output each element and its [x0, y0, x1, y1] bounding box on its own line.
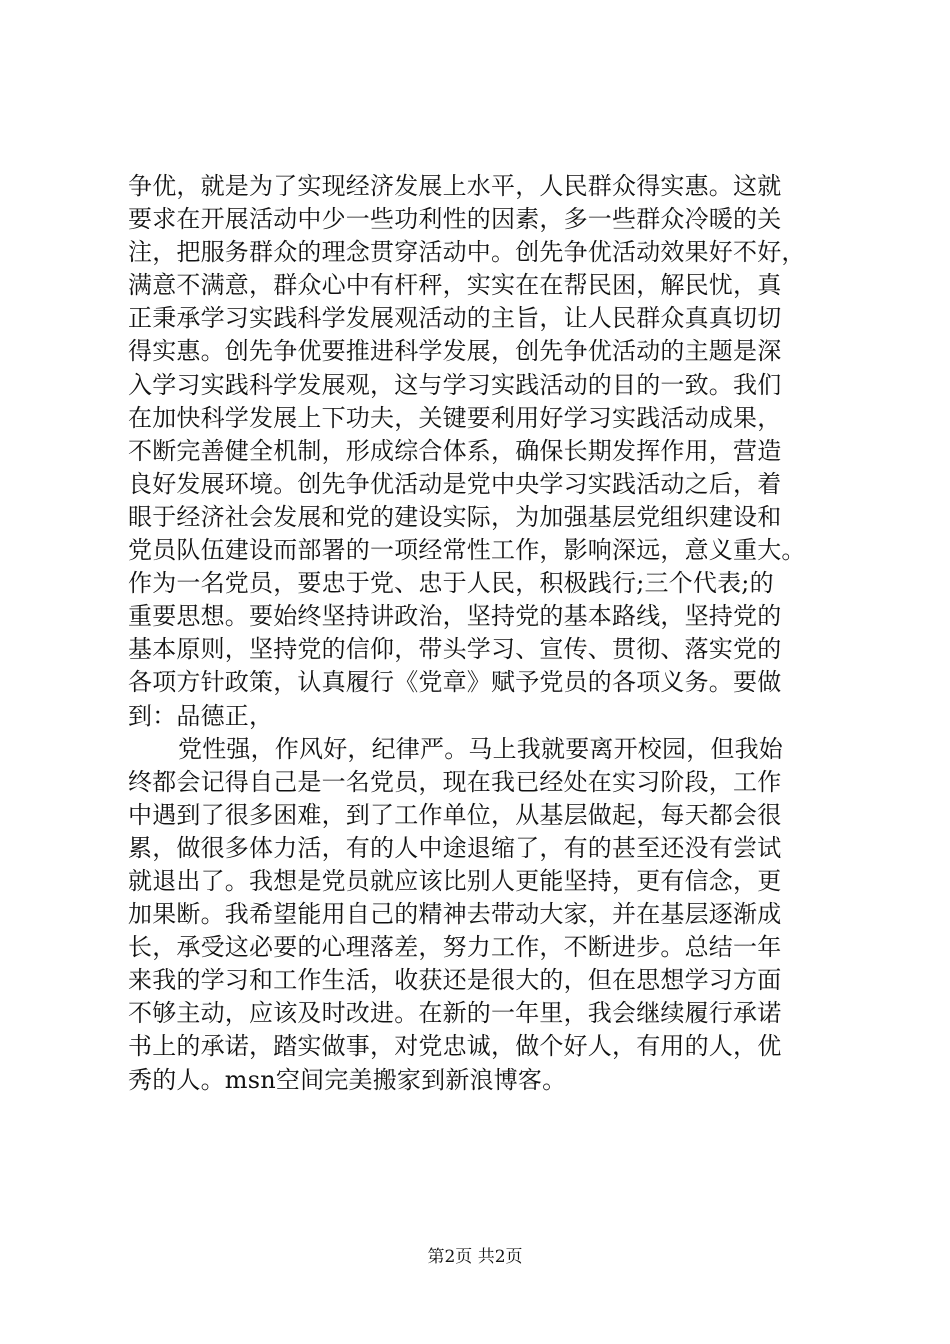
- text-line: 党员队伍建设而部署的一项经常性工作，影响深远，意义重大。: [128, 536, 806, 565]
- text-line: 作为一名党员，要忠于党、忠于人民，积极践行;三个代表;的: [128, 569, 774, 598]
- text-line: 书上的承诺，踏实做事，对党忠诚，做个好人，有用的人，优: [128, 1032, 782, 1061]
- paragraph-start-line: 党性强，作风好，纪律严。马上我就要离开校园，但我始: [178, 734, 783, 763]
- body-text: [128, 170, 828, 1097]
- text-line: 注，把服务群众的理念贯穿活动中。创先争优活动效果好不好，: [128, 238, 806, 267]
- text-line: 中遇到了很多困难，到了工作单位，从基层做起，每天都会很: [128, 800, 782, 829]
- page-number-label: 第2页 共2页: [427, 1247, 523, 1267]
- text-line: 秀的人。msn空间完美搬家到新浪博客。: [128, 1065, 567, 1094]
- text-line: 不够主动，应该及时改进。在新的一年里，我会继续履行承诺: [128, 999, 782, 1028]
- text-line: 重要思想。要始终坚持讲政治，坚持党的基本路线，坚持党的: [128, 602, 782, 631]
- text-line: 终都会记得自己是一名党员，现在我已经处在实习阶段，工作: [128, 767, 782, 796]
- text-line: 就退出了。我想是党员就应该比别人更能坚持，更有信念，更: [128, 866, 782, 895]
- text-line: 长，承受这必要的心理落差，努力工作，不断进步。总结一年: [128, 933, 782, 962]
- text-line: 来我的学习和工作生活，收获还是很大的，但在思想学习方面: [128, 966, 782, 995]
- text-line: 要求在开展活动中少一些功利性的因素，多一些群众冷暖的关: [128, 205, 782, 234]
- text-line: 满意不满意，群众心中有杆秤，实实在在帮民困，解民忧，真: [128, 271, 782, 300]
- page-footer: [0, 1246, 950, 1268]
- text-line: 累，做很多体力活，有的人中途退缩了，有的甚至还没有尝试: [128, 833, 782, 862]
- text-line: 正秉承学习实践科学发展观活动的主旨，让人民群众真真切切: [128, 304, 782, 333]
- text-line: 良好发展环境。创先争优活动是党中央学习实践活动之后，着: [128, 469, 782, 498]
- text-line: 入学习实践科学发展观，这与学习实践活动的目的一致。我们: [128, 370, 782, 399]
- text-line: 在加快科学发展上下功夫，关键要利用好学习实践活动成果，: [128, 403, 782, 432]
- text-line: 各项方针政策，认真履行《党章》赋予党员的各项义务。要做: [128, 668, 782, 697]
- text-line: 到：品德正，: [128, 701, 274, 730]
- text-line: 争优，就是为了实现经济发展上水平，人民群众得实惠。这就: [128, 172, 782, 200]
- text-line: 不断完善健全机制，形成综合体系，确保长期发挥作用，营造: [128, 436, 782, 465]
- text-line: 得实惠。创先争优要推进科学发展，创先争优活动的主题是深: [128, 337, 782, 366]
- text-line: 眼于经济社会发展和党的建设实际，为加强基层党组织建设和: [128, 502, 782, 531]
- text-line: 基本原则，坚持党的信仰，带头学习、宣传、贯彻、落实党的: [128, 635, 782, 664]
- text-line: 加果断。我希望能用自己的精神去带动大家，并在基层逐渐成: [128, 900, 782, 929]
